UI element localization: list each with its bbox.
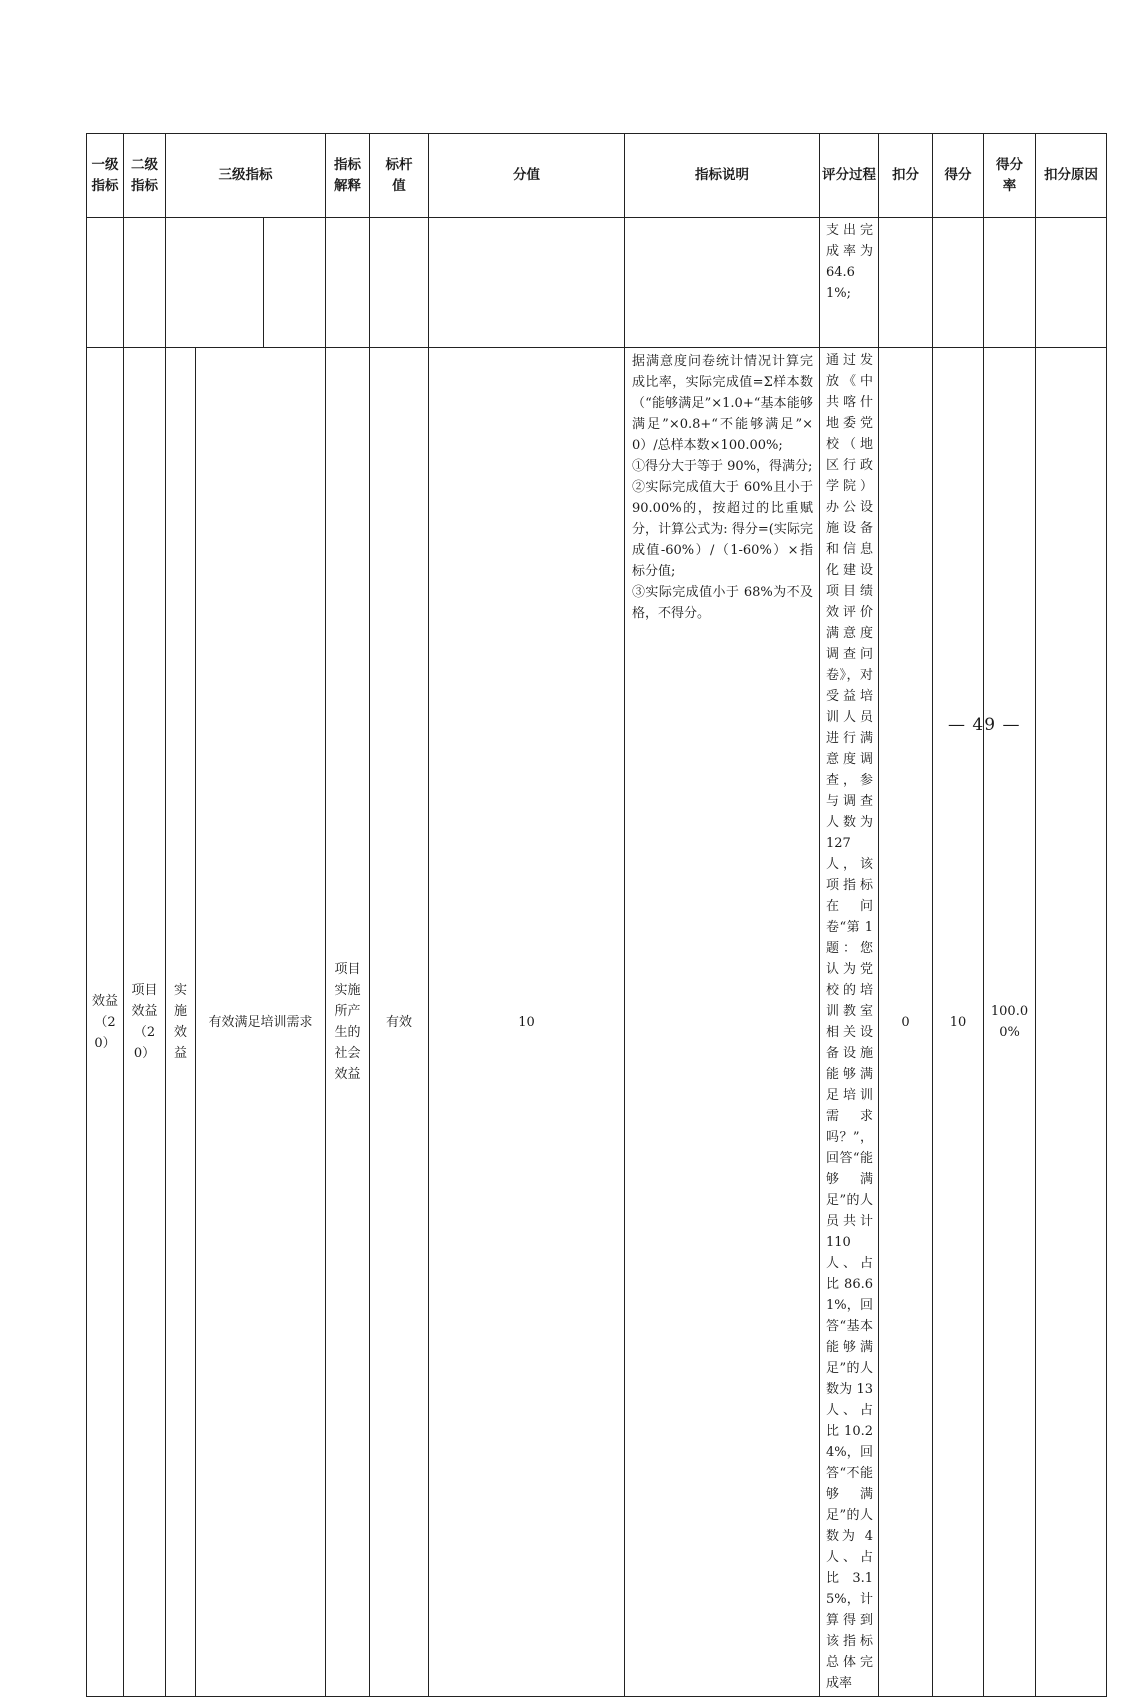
- header-score-rate: 得分率: [984, 134, 1036, 218]
- header-row: [87, 134, 1107, 218]
- page-number: — 49 —: [948, 715, 1021, 735]
- header-explanation: 指标解释: [326, 134, 370, 218]
- cell-description: 据满意度问卷统计情况计算完成比率，实际完成值=Σ样本数（“能够满足”×1.0+“基本能够满足”×0.8+“不能够满足”×0）/总样本数×100.00%; ①得分大于等于 90%，得满分; ②实际完成值大于 60%且小于 90.00%的，按超过的比重赋分，计算公式为: 得分=(实际完成值-60%）/（1-60%）×指标分值; ③实际完成值小于 68%为不及格，不得分。: [625, 348, 820, 1697]
- table-row-continuation: [87, 218, 1107, 348]
- process-tail: 支出完成率为 64.61%;: [820, 218, 879, 348]
- header-scoring-process: 评分过程: [820, 134, 879, 218]
- header-benchmark: 标杆值: [370, 134, 429, 218]
- cell-level3-name: 有效满足培训需求: [196, 348, 326, 1697]
- header-score: 得分: [933, 134, 984, 218]
- table-row-main: [87, 348, 1107, 1697]
- cell-level1: 效益（20）: [87, 348, 124, 1697]
- header-description: 指标说明: [625, 134, 820, 218]
- evaluation-table: [86, 133, 1107, 1697]
- cell-level2: 项目效益（20）: [124, 348, 166, 1697]
- cell-benchmark: 有效: [370, 348, 429, 1697]
- header-level2: 二级指标: [124, 134, 166, 218]
- cell-explanation: 项目实施所产生的社会效益: [326, 348, 370, 1697]
- cell-level3-category: 实施效益: [166, 348, 196, 1697]
- header-level1: 一级指标: [87, 134, 124, 218]
- cell-score-rate: 100.00%: [984, 348, 1036, 1697]
- header-deduction: 扣分: [879, 134, 933, 218]
- header-score-value: 分值: [429, 134, 625, 218]
- cell-scoring-process: 通过发放《中共喀什地委党校（地区行政学院）办公设施设备和信息化建设项目绩效评价满意度调查问卷》，对受益培训人员进行满意度调查，参与调查人数为 127 人，该项指标在问卷“第 1 题：您认为党校的培训教室相关设备设施能够满足培训需求吗？”，回答“能够满足”的人员共计 110 人、占比 86.61%，回答“基本能够满足”的人数为 13 人、占比 10.24%，回答“不能够满足”的人数为 4 人、占比 3.15%，计算得到该指标总体完成率: [820, 348, 879, 1697]
- cell-score: 10: [933, 348, 984, 1697]
- cell-deduction-reason: [1036, 348, 1107, 1697]
- header-deduction-reason: 扣分原因: [1036, 134, 1107, 218]
- header-level3: 三级指标: [166, 134, 326, 218]
- cell-deduction: 0: [879, 348, 933, 1697]
- cell-score-value: 10: [429, 348, 625, 1697]
